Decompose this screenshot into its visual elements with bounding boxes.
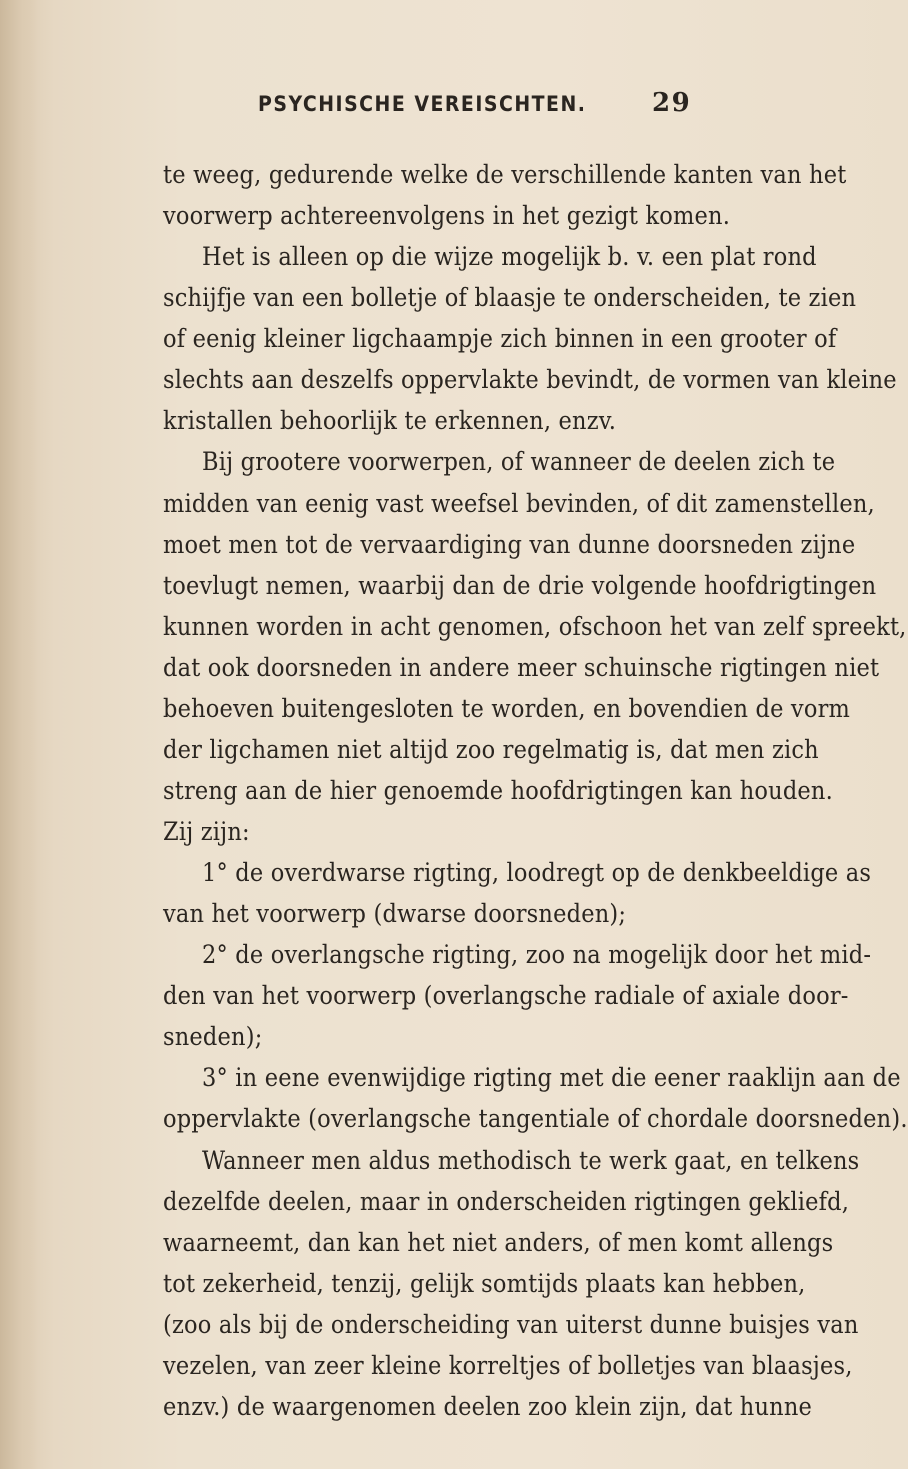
text-line-row [0,1022,800,1068]
text-line-row [0,160,847,206]
text-line-row [0,1268,806,1315]
text-line: oppervlakte (overlangsche tangentiale of chordale doorsneden). [163,1104,908,1134]
text-line: 2° de overlangsche rigting, zoo na mogelijk door het mid- [202,940,872,970]
text-line-row [0,817,800,863]
text-line: behoeven buitengesloten te worden, en bovendien de vorm [163,693,851,723]
running-header [258,88,692,128]
text-line: schijfje van een bolletje of blaasje te onderscheiden, te zien [163,283,857,313]
text-line-row [0,1063,901,1109]
text-line-row [0,324,837,370]
text-line: vezelen, van zeer kleine korreltjes of bolletjes van blaasjes, [163,1350,853,1380]
text-line: moet men tot de vervaardiging van dunne doorsneden zijne [163,529,856,559]
text-line: 1° de overdwarse rigting, loodregt op de denkbeeldige as [202,858,872,888]
text-line: Het is alleen op die wijze mogelijk b. v. een plat rond [202,242,817,272]
text-line-row [0,1186,850,1233]
text-line-row [0,365,897,411]
text-line: toevlugt nemen, waarbij dan de drie volgende hoofdrigtingen [163,570,877,600]
text-line-row [0,406,800,452]
text-line-row [0,529,856,576]
text-line: dezelfde deelen, maar in onderscheiden rigtingen gekliefd, [163,1186,850,1216]
text-line-row [0,447,836,493]
text-line-row [0,283,857,329]
text-line-row [0,570,877,617]
text-line-row [0,611,907,658]
text-line-row [0,1227,834,1274]
text-line: midden van eenig vast weefsel bevinden, of dit zamenstellen, [163,488,875,518]
text-line-row [0,940,872,986]
text-line-row [0,858,872,904]
text-line-row [0,488,875,535]
text-line: den van het voorwerp (overlangsche radiale of axiale door- [163,981,849,1011]
text-line: slechts aan deszelfs oppervlakte bevindt, de vormen van kleine [163,365,897,395]
text-line: der ligchamen niet altijd zoo regelmatig is, dat men zich [163,734,819,764]
text-line-row [0,1309,859,1356]
text-line: tot zekerheid, tenzij, gelijk somtijds plaats kan hebben, [163,1268,806,1298]
text-line-row [0,652,880,699]
text-line-row [0,981,849,1027]
text-line: kristallen behoorlijk te erkennen, enzv. [163,406,617,436]
text-line: Bij grootere voorwerpen, of wanneer de deelen zich te [202,447,836,477]
text-line-row [0,734,819,781]
text-line: (zoo als bij de onderscheiding van uiterst dunne buisjes van [163,1309,859,1339]
text-line: voorwerp achtereenvolgens in het gezigt komen. [163,201,731,231]
text-line: te weeg, gedurende welke de verschillende kanten van het [163,160,847,189]
page-number: 29 [652,88,692,118]
text-line: of eenig kleiner ligchaampje zich binnen in een grooter of [163,324,837,354]
text-line-row [0,693,851,740]
text-line: streng aan de hier genoemde hoofdrigtingen kan houden. [163,775,833,805]
text-line: 3° in eene evenwijdige rigting met die eener raaklijn aan de [202,1063,901,1093]
text-line: dat ook doorsneden in andere meer schuinsche rigtingen niet [163,652,880,682]
text-line-row [0,1350,853,1397]
text-line-row [0,1104,908,1150]
text-line: van het voorwerp (dwarse doorsneden); [163,899,627,929]
text-line-row [0,1391,813,1438]
text-line: sneden); [163,1022,263,1052]
text-line-row [0,775,833,822]
text-line: kunnen worden in acht genomen, ofschoon het van zelf spreekt, [163,611,907,641]
text-line-row [0,201,800,247]
text-line-row [0,899,800,945]
text-line: Wanneer men aldus methodisch te werk gaat, en telkens [202,1145,860,1175]
text-line: waarneemt, dan kan het niet anders, of men komt allengs [163,1227,834,1257]
running-title: PSYCHISCHE VEREISCHTEN. [258,92,587,116]
text-line-row [0,1145,860,1192]
text-line: Zij zijn: [163,817,250,846]
text-line: enzv.) de waargenomen deelen zoo klein zijn, dat hunne [163,1391,813,1421]
text-line-row [0,242,817,288]
